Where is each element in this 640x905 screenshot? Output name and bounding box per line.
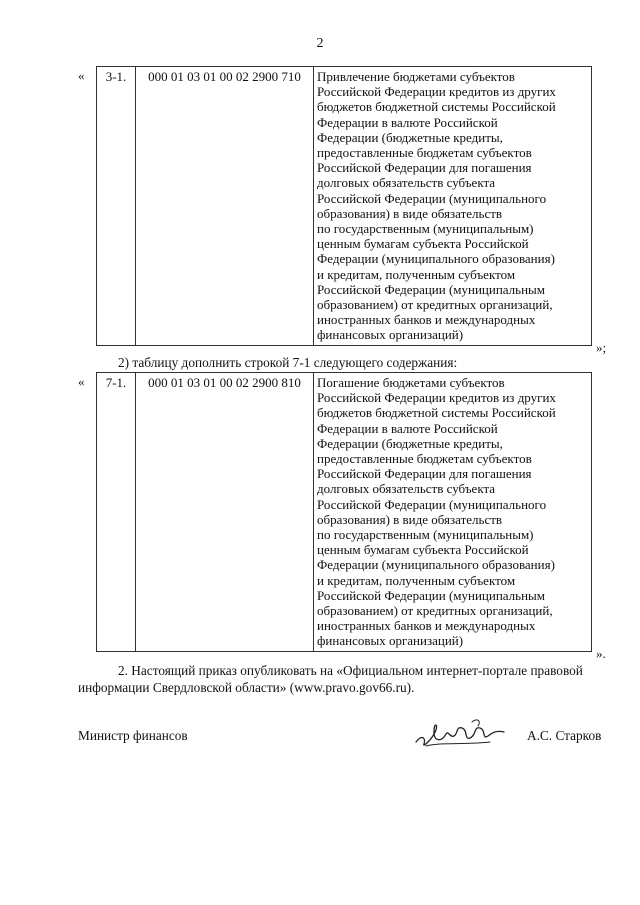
closing-quote-row-3-1: »; — [596, 340, 607, 355]
opening-quote-row-3-1: « — [78, 68, 85, 83]
row-description: Привлечение бюджетами субъектов Российской Федерации кредитов из других бюджетов бюджетной системы Российской Федерации в валюте Российской Федерации (бюджетные кредиты, предоставленные бюджетам субъектов Российской Федерации для погашения долговых обязательств субъекта Российской Федерации (муниципального образования) в виде обязательств по государственным (муниципальным) ценным бумагам субъекта Российской Федерации (муниципального образования) и кредитам, полученным субъектом Российской Федерации (муниципальным образованием) от кредитных организаций, иностранных банков и международных финансовых организаций) — [314, 67, 592, 346]
opening-quote-row-7-1: « — [78, 374, 85, 389]
table-row-7-1 — [96, 372, 592, 652]
row-number: 7-1. — [97, 373, 136, 652]
closing-quote-row-7-1: ». — [596, 646, 606, 661]
instruction-add-row: 2) таблицу дополнить строкой 7-1 следующего содержания: — [118, 355, 458, 370]
row-number: 3-1. — [97, 67, 136, 346]
publication-paragraph-line-2: информации Свердловской области» (www.pravo.gov66.ru). — [78, 680, 415, 695]
signatory-name: А.С. Старков — [527, 728, 602, 743]
budget-code: 000 01 03 01 00 02 2900 810 — [136, 373, 314, 652]
publication-paragraph-line-1: 2. Настоящий приказ опубликовать на «Официальном интернет-портале правовой — [118, 663, 583, 678]
page-number: 2 — [316, 36, 324, 51]
table-row-3-1 — [96, 66, 592, 346]
signatory-title: Министр финансов — [78, 728, 188, 743]
row-description: Погашение бюджетами субъектов Российской Федерации кредитов из других бюджетов бюджетной системы Российской Федерации в валюте Российской Федерации (бюджетные кредиты, предоставленные бюджетам субъектов Российской Федерации для погашения долговых обязательств субъекта Российской Федерации (муниципального образования) в виде обязательств по государственным (муниципальным) ценным бумагам субъекта Российской Федерации (муниципального образования) и кредитам, полученным субъектом Российской Федерации (муниципальным образованием) от кредитных организаций, иностранных банков и международных финансовых организаций) — [314, 373, 592, 652]
handwritten-signature-icon — [412, 712, 512, 752]
budget-code: 000 01 03 01 00 02 2900 710 — [136, 67, 314, 346]
